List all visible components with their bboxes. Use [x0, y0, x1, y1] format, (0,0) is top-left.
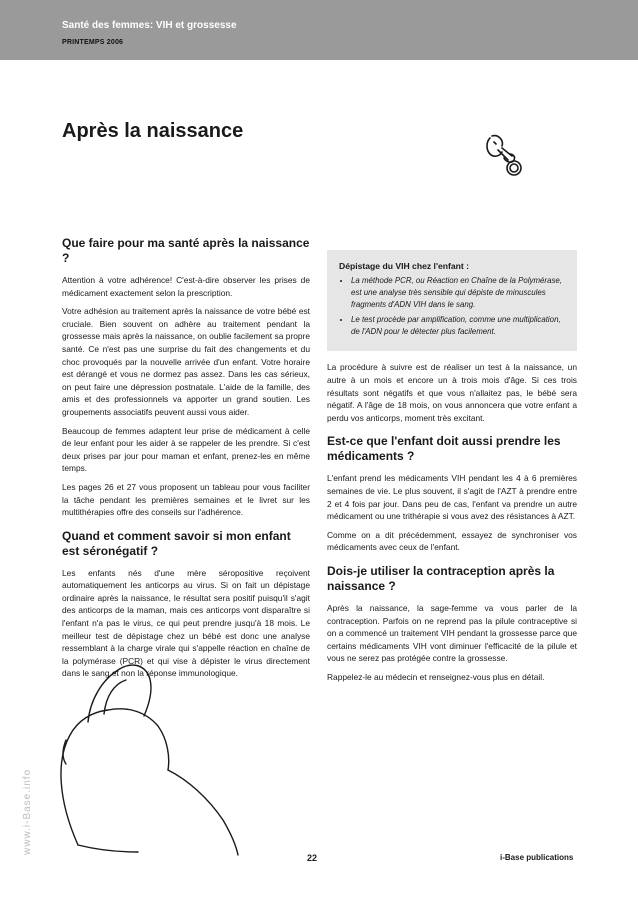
paragraph: L'enfant prend les médicaments VIH pendant les 4 à 6 premières semaines de vie. Le plus souvent, il s'agit de l'AZT à prendre entre 2 et 4 fois par jour. Dans peu de cas, l'enfant va prendre un autre médicament ou une trithérapie si vous avez des résistances à AZT. [327, 473, 577, 522]
header-issue: PRINTEMPS 2006 [62, 39, 124, 46]
page-number: 22 [307, 853, 318, 863]
section-heading-testing: Quand et comment savoir si mon enfant est séronégatif ? [62, 528, 291, 558]
page-title: Après la naissance [62, 120, 244, 142]
paragraph: Votre adhésion au traitement après la naissance de votre bébé est cruciale. Bien souvent on adhère au traitement pendant la grossesse mais après la naissance, on oublie facilement sa propre santé. Ce n'est pas une surprise du fait des changements et du choc provoqués par la nouvelle arrivée d'un enfant. Votre horaire est dérangé et vous ne dormez pas assez. Dans les cas sérieux, on peut faire une dépression postnatale. L'aide de la famille, des amis et des professionnels va apporter un grand soutien. Les groupements associatifs peuvent aussi vous aider. [62, 306, 310, 417]
paragraph: Attention à votre adhérence! C'est-à-dire observer les prises de médicament exactement selon la prescription. [62, 275, 310, 298]
section-heading-contraception: Dois-je utiliser la contraception après la naissance ? [327, 564, 555, 593]
baby-bottle-illustration [18, 640, 278, 860]
info-box [327, 250, 577, 351]
paragraph: Les pages 26 et 27 vous proposent un tableau pour vous faciliter la tâche pendant les premières semaines et le livret sur les multithérapies offre des conseils sur l'adhérence. [62, 481, 310, 518]
paragraph: Rappelez-le au médecin et renseignez-vous plus en détail. [327, 671, 545, 682]
info-box-list [339, 275, 565, 338]
list-item: • La méthode PCR, ou Réaction en Chaîne de la Polymérase, est une analyse très sensible qui dépiste de minuscules fragments d'ADN VIH dans le sang. [351, 275, 565, 311]
section-heading-health: Que faire pour ma santé après la naissance ? [62, 236, 310, 265]
paragraph: Comme on a dit précédemment, essayez de synchroniser vos médicaments avec ceux de l'enfant. [327, 529, 577, 553]
section-heading-medication: Est-ce que l'enfant doit aussi prendre les médicaments ? [327, 434, 561, 464]
header-bar [0, 0, 638, 60]
side-url-watermark: www.i-Base.info [22, 768, 33, 855]
left-column [62, 236, 310, 686]
paragraph: La procédure à suivre est de réaliser un test à la naissance, un autre à un mois et encore un à trois mois d'âge. Si ces trois résultats sont négatifs et que vous n'allaitez pas, le bébé sera négatif. A l'âge de 18 mois, on vous annoncera que votre enfant a perdu vos anticorps, moment très excitant. [327, 362, 577, 423]
pacifier-icon [478, 132, 526, 180]
paragraph: Beaucoup de femmes adaptent leur prise de médicament à celle de leur enfant pour les aider à se rappeler de les prendre. Si c'est deux prises par jour pour maman et enfant, prenez-les en même temps. [62, 425, 310, 474]
header-title: Santé des femmes: VIH et grossesse [62, 20, 237, 31]
paragraph: Les enfants nés d'une mère séropositive reçoivent automatiquement les anticorps au virus. Si on fait un dépistage ordinaire après la naissance, le résultat sera positif puisqu'il s'agit des anticorps de la maman, mais ces anticorps vont disparaître si l'enfant n'a pas le virus, ce qui peut prendre jusqu'à 18 mois. Le meilleur test de dépistage chez un bébé est donc une analyse ressemblant à la charge virale qui s'appelle réaction en chaîne de la polymérase (PCR) et qui vise à dépister le virus directement dans le sang et non la réponse immunologique. [62, 567, 310, 679]
list-item: • Le test procède par amplification, comme une multiplication, de l'ADN pour le détecter plus facilement. [351, 314, 565, 338]
publisher-credit: i-Base publications [500, 853, 574, 862]
info-box-title: Dépistage du VIH chez l'enfant : [339, 261, 470, 271]
right-column [327, 250, 577, 690]
paragraph: Après la naissance, la sage-femme va vous parler de la contraception. Parfois on ne reprend pas la pilule contraceptive si on a commencé un traitement VIH pendant la grossesse parce que certains médicaments VIH vont diminuer l'efficacité de la pilule et vous ne serez pas protégée contre la grossesse. [327, 603, 577, 664]
